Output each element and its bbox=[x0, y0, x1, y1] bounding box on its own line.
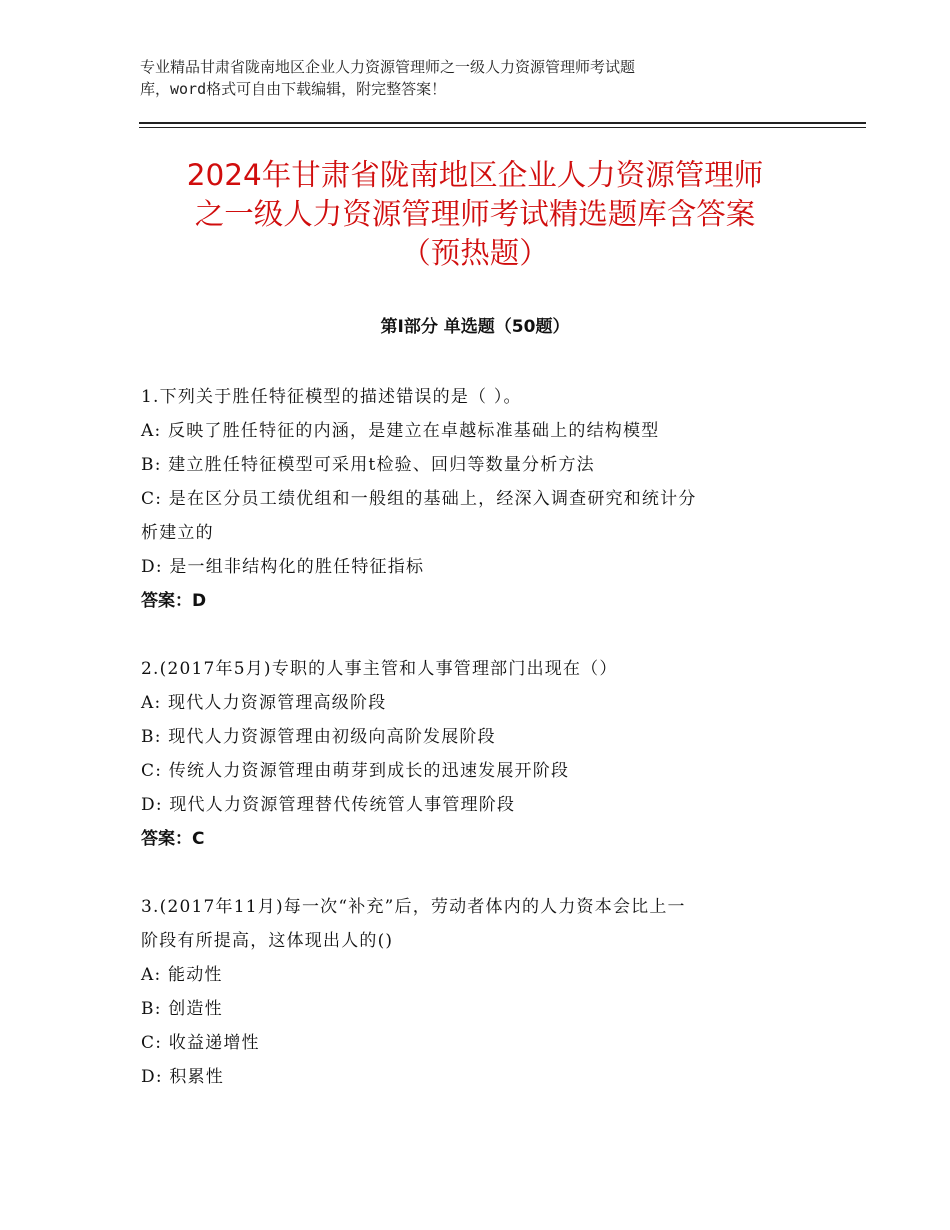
answer-option bbox=[141, 550, 811, 584]
question-stem-line: 1.下列关于胜任特征模型的描述错误的是（ ）。 bbox=[141, 387, 522, 407]
answer-key: 答案：D bbox=[141, 591, 207, 611]
answer-option bbox=[141, 720, 811, 754]
answer-option bbox=[141, 482, 811, 550]
answer-option-text: D: 积累性 bbox=[141, 1067, 224, 1087]
question-block bbox=[141, 380, 811, 618]
document-title bbox=[120, 156, 830, 273]
header-divider-thin bbox=[139, 127, 866, 128]
answer-option-text: A: 反映了胜任特征的内涵，是建立在卓越标准基础上的结构模型 bbox=[141, 421, 660, 441]
answer-key: 答案：C bbox=[141, 829, 205, 849]
answer-option-text: D: 是一组非结构化的胜任特征指标 bbox=[141, 557, 425, 577]
answer-option-text: A: 能动性 bbox=[141, 965, 223, 985]
question-block bbox=[141, 652, 811, 856]
answer-option bbox=[141, 754, 811, 788]
header-divider-thick bbox=[139, 122, 866, 124]
answer-option bbox=[141, 788, 811, 822]
answer-option bbox=[141, 958, 811, 992]
answer-option bbox=[141, 414, 811, 448]
answer-option-text: 析建立的 bbox=[141, 523, 214, 543]
answer-option bbox=[141, 1060, 811, 1094]
answer-option-text: C: 收益递增性 bbox=[141, 1033, 260, 1053]
title-line-3: （预热题） bbox=[401, 236, 549, 270]
question-block bbox=[141, 890, 811, 1094]
answer-option-text: B: 建立胜任特征模型可采用t检验、回归等数量分析方法 bbox=[141, 455, 595, 475]
answer-option-text: A: 现代人力资源管理高级阶段 bbox=[141, 693, 387, 713]
question-list bbox=[141, 380, 811, 1128]
section-heading: 第Ⅰ部分 单选题（50题） bbox=[380, 317, 570, 337]
answer-option-text: C: 传统人力资源管理由萌芽到成长的迅速发展开阶段 bbox=[141, 761, 570, 781]
header-note-line-2: 库，word格式可自由下载编辑，附完整答案！ bbox=[140, 80, 447, 98]
question-stem-line: 2.(2017年5月)专职的人事主管和人事管理部门出现在（） bbox=[141, 659, 618, 679]
document-header-note bbox=[140, 56, 780, 100]
answer-option-text: C: 是在区分员工绩优组和一般组的基础上，经深入调查研究和统计分 bbox=[141, 489, 697, 509]
answer-option bbox=[141, 448, 811, 482]
question-stem-line: 阶段有所提高，这体现出人的() bbox=[141, 931, 394, 951]
title-line-2: 之一级人力资源管理师考试精选题库含答案 bbox=[194, 197, 756, 231]
header-note-line-1: 专业精品甘肃省陇南地区企业人力资源管理师之一级人力资源管理师考试题 bbox=[140, 58, 636, 76]
answer-option-text: B: 现代人力资源管理由初级向高阶发展阶段 bbox=[141, 727, 496, 747]
answer-option-text: B: 创造性 bbox=[141, 999, 223, 1019]
answer-option bbox=[141, 686, 811, 720]
title-line-1: 2024年甘肃省陇南地区企业人力资源管理师 bbox=[186, 158, 764, 192]
answer-option bbox=[141, 1026, 811, 1060]
answer-option bbox=[141, 992, 811, 1026]
question-stem-line: 3.(2017年11月)每一次“补充”后，劳动者体内的人力资本会比上一 bbox=[141, 897, 686, 917]
answer-option-text: D: 现代人力资源管理替代传统管人事管理阶段 bbox=[141, 795, 516, 815]
